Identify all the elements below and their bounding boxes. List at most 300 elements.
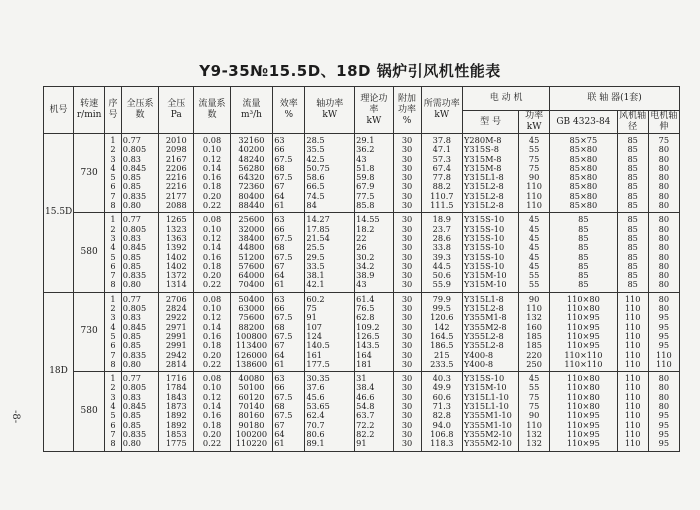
cell-value: 14.27 — [306, 215, 330, 225]
cell-value: 85 — [627, 201, 638, 211]
cell-value: 110 — [624, 420, 641, 430]
cell-value: 64 — [274, 191, 285, 201]
cell-value: 80160 — [238, 411, 265, 421]
cell-value: 85 — [578, 215, 589, 225]
cell-value: 62.8 — [356, 313, 375, 323]
cell-value: 95 — [658, 411, 670, 421]
theoretical-power-cell — [355, 372, 393, 451]
cell-value: 30 — [401, 350, 413, 360]
cell-value: 2206 — [165, 163, 187, 173]
cell-value: 100800 — [235, 331, 268, 341]
cell-value: 0.77 — [122, 215, 142, 225]
flow-coef-cell — [194, 372, 230, 451]
cell-value: 110×80 — [566, 402, 600, 412]
cell-value: 110 — [624, 341, 641, 351]
cell-value: 61 — [274, 359, 285, 369]
cell-value: 2 — [110, 224, 116, 234]
cell-value: 5 — [110, 173, 116, 183]
cell-value: 95 — [658, 420, 670, 430]
cell-value: 49.9 — [432, 383, 451, 393]
cell-value: 38.4 — [356, 383, 375, 393]
cell-value: 110 — [624, 392, 641, 402]
cell-value: 113400 — [235, 341, 268, 351]
cell-value: 67.5 — [274, 233, 293, 243]
cell-value: 160 — [526, 322, 542, 332]
pressure-coef-cell — [121, 292, 158, 371]
cell-value: 30 — [401, 233, 413, 243]
cell-value: 56280 — [238, 163, 265, 173]
cell-value: 0.85 — [122, 182, 142, 192]
cell-value: 0.18 — [202, 261, 222, 271]
header-speed — [74, 87, 105, 134]
header-pressure-unit: Pa — [170, 110, 182, 120]
fan-shaft-cell — [617, 372, 648, 451]
cell-value: 30 — [401, 136, 413, 145]
cell-value: 30 — [401, 420, 413, 430]
header-flow — [230, 87, 273, 134]
cell-value: 4 — [110, 402, 116, 412]
cell-value: 42.5 — [306, 154, 325, 164]
cell-value: 0.80 — [122, 280, 142, 290]
cell-value: 21.54 — [306, 233, 330, 243]
cell-value: 0.85 — [122, 173, 142, 183]
theoretical-power-cell — [355, 213, 393, 292]
cell-value: 61 — [274, 439, 285, 449]
cell-value: 1892 — [165, 420, 187, 430]
cell-value: 0.08 — [202, 136, 222, 145]
cell-value: 40200 — [238, 145, 265, 155]
header-flow-unit: m³/h — [240, 110, 262, 120]
cell-value: 54.8 — [356, 402, 375, 412]
cell-value: 64320 — [238, 173, 265, 183]
cell-value: 63 — [274, 136, 285, 145]
cell-value: 30 — [401, 304, 413, 314]
cell-value: 72360 — [238, 182, 265, 192]
pressure-coef-cell — [121, 134, 158, 213]
cell-value: 23.7 — [432, 224, 451, 234]
cell-value: 45 — [528, 261, 540, 271]
cell-value: 0.85 — [122, 420, 142, 430]
cell-value: 0.10 — [202, 224, 222, 234]
cell-value: 80 — [658, 224, 670, 234]
cell-value: 107 — [306, 322, 323, 332]
motor-shaft-cell — [648, 213, 679, 292]
cell-value: Y315M-10 — [464, 280, 507, 290]
cell-value: 30 — [401, 271, 413, 281]
cell-value: 63 — [274, 374, 285, 384]
cell-value: 85 — [627, 182, 638, 192]
cell-value: 2167 — [165, 154, 187, 164]
cell-value: 57600 — [238, 261, 265, 271]
shaft-power-cell — [305, 372, 355, 451]
cell-value: 38400 — [238, 233, 265, 243]
cell-value: 138600 — [235, 359, 268, 369]
cell-value: 164.5 — [430, 331, 454, 341]
header-flow-label: 流量 — [242, 99, 261, 109]
cell-value: 45.6 — [306, 392, 325, 402]
cell-value: 75 — [658, 136, 670, 145]
cell-value: 85 — [627, 145, 638, 155]
cell-value: 64 — [274, 271, 285, 281]
cell-value: 250 — [526, 359, 542, 369]
cell-value: 68 — [274, 243, 285, 253]
cell-value: Y315L2-8 — [464, 201, 504, 211]
cell-value: 60120 — [238, 392, 265, 402]
cell-value: 1 — [110, 374, 116, 384]
cell-value: 43 — [356, 280, 367, 290]
cell-value: Y315S-10 — [464, 243, 505, 253]
table-row — [44, 213, 680, 292]
cell-value: Y315L1-8 — [464, 294, 504, 304]
cell-value: 67 — [274, 420, 285, 430]
cell-value: 30 — [401, 392, 413, 402]
cell-value: 45 — [528, 233, 540, 243]
cell-value: 50100 — [238, 383, 265, 393]
cell-value: 30 — [401, 341, 413, 351]
cell-value: 39.3 — [432, 252, 451, 262]
cell-value: 50400 — [238, 294, 265, 304]
cell-value: 110 — [624, 383, 641, 393]
cell-value: 0.08 — [202, 374, 222, 384]
cell-value: 120.6 — [430, 313, 454, 323]
cell-value: 90 — [528, 294, 540, 304]
cell-value: 0.805 — [122, 383, 147, 393]
cell-value: 85 — [627, 154, 638, 164]
motor-power-cell — [519, 372, 550, 451]
cell-value: 75 — [528, 392, 540, 402]
cell-value: 30 — [401, 252, 413, 262]
cell-value: 85 — [627, 243, 638, 253]
cell-value: 67.9 — [356, 182, 375, 192]
cell-value: Y315L2-8 — [464, 191, 504, 201]
cell-value: 75 — [528, 154, 540, 164]
cell-value: 0.83 — [122, 313, 142, 323]
cell-value: 67.5 — [274, 252, 293, 262]
cell-value: 63 — [274, 294, 285, 304]
header-extra-power — [393, 87, 421, 134]
cell-value: Y315S-10 — [464, 261, 505, 271]
cell-value: 110 — [526, 201, 542, 211]
cell-value: 61 — [274, 201, 285, 211]
cell-value: 51200 — [238, 252, 265, 262]
cell-value: 53.65 — [306, 402, 330, 412]
cell-value: 1892 — [165, 411, 187, 421]
cell-value: 91 — [356, 439, 367, 449]
cell-value: 0.77 — [122, 374, 142, 384]
cell-value: 1873 — [165, 402, 187, 412]
cell-value: 8 — [110, 439, 116, 449]
theoretical-power-cell — [355, 134, 393, 213]
performance-table — [43, 86, 680, 452]
cell-value: 80 — [658, 145, 670, 155]
speed-cell: 580 — [74, 213, 105, 292]
cell-value: 186.5 — [430, 341, 454, 351]
cell-value: 0.22 — [202, 201, 222, 211]
cell-value: 110 — [624, 313, 641, 323]
cell-value: 18.2 — [356, 224, 375, 234]
cell-value: 90 — [528, 173, 540, 183]
cell-value: 110 — [526, 191, 542, 201]
cell-value: 4 — [110, 322, 116, 332]
cell-value: 70140 — [238, 402, 265, 412]
cell-value: 80 — [658, 294, 670, 304]
cell-value: 30 — [401, 261, 413, 271]
header-motor-shaft: 电机轴伸 — [648, 111, 679, 134]
cell-value: 4 — [110, 163, 116, 173]
motor-power-cell — [519, 213, 550, 292]
header-pressure-label: 全压 — [167, 99, 186, 109]
header-required-power-unit: kW — [434, 110, 450, 120]
cell-value: 0.08 — [202, 294, 222, 304]
cell-value: Y315L1-10 — [464, 392, 509, 402]
cell-value: 85×80 — [569, 145, 598, 155]
cell-value: Y280M-8 — [464, 136, 502, 145]
cell-value: 110.7 — [430, 191, 454, 201]
cell-value: 66 — [274, 304, 285, 314]
cell-value: 30 — [401, 294, 413, 304]
flow-coef-cell — [194, 213, 230, 292]
cell-value: Y315L2-8 — [464, 182, 504, 192]
cell-value: 45 — [528, 252, 540, 262]
motor-model-cell — [463, 134, 519, 213]
cell-value: 164 — [356, 350, 372, 360]
cell-value: 2216 — [165, 173, 187, 183]
cell-value: 30 — [401, 439, 413, 449]
cell-value: 95 — [658, 341, 670, 351]
cell-value: 2010 — [165, 136, 187, 145]
cell-value: 51.8 — [356, 163, 375, 173]
header-shaft-power — [305, 87, 355, 134]
cell-value: 38.9 — [356, 271, 375, 281]
cell-value: 106.8 — [430, 429, 454, 439]
motor-shaft-cell — [648, 292, 679, 371]
cell-value: 82.2 — [356, 429, 375, 439]
cell-value: 110×95 — [566, 313, 600, 323]
header-required-power-label: 所需功率 — [423, 99, 460, 109]
cell-value: 30 — [401, 243, 413, 253]
cell-value: 30 — [401, 322, 413, 332]
cell-value: 2991 — [165, 331, 187, 341]
cell-value: 45 — [528, 224, 540, 234]
cell-value: 32000 — [238, 224, 265, 234]
cell-value: 0.77 — [122, 294, 142, 304]
cell-value: 30 — [401, 182, 413, 192]
cell-value: 85×80 — [569, 201, 598, 211]
cell-value: 80 — [658, 383, 670, 393]
cell-value: Y315S-10 — [464, 224, 505, 234]
cell-value: 0.12 — [202, 392, 222, 402]
cell-value: 18.9 — [432, 215, 451, 225]
cell-value: 63000 — [238, 304, 265, 314]
cell-value: 0.12 — [202, 233, 222, 243]
cell-value: 68 — [274, 402, 285, 412]
cell-value: 6 — [110, 341, 116, 351]
cell-value: 80 — [658, 154, 670, 164]
cell-value: 50.6 — [432, 271, 451, 281]
speed-cell: 730 — [74, 134, 105, 213]
cell-value: 6 — [110, 420, 116, 430]
cell-value: 110×80 — [566, 294, 600, 304]
cell-value: 2088 — [165, 201, 187, 211]
cell-value: 29.5 — [306, 252, 325, 262]
flow-cell — [230, 134, 273, 213]
cell-value: 3 — [110, 233, 116, 243]
cell-value: 0.18 — [202, 341, 222, 351]
cell-value: 0.805 — [122, 145, 147, 155]
cell-value: 1 — [110, 215, 116, 225]
cell-value: 2814 — [165, 359, 187, 369]
cell-value: 17.85 — [306, 224, 330, 234]
required-power-cell — [421, 134, 462, 213]
cell-value: 1853 — [165, 429, 187, 439]
cell-value: 0.20 — [202, 429, 222, 439]
cell-value: 28.6 — [432, 233, 451, 243]
cell-value: 67.5 — [274, 173, 293, 183]
cell-value: 110 — [656, 359, 672, 369]
cell-value: 28.5 — [306, 136, 325, 145]
cell-value: 80 — [658, 243, 670, 253]
cell-value: 85×80 — [569, 191, 598, 201]
cell-value: 68 — [274, 163, 285, 173]
cell-value: 0.83 — [122, 392, 142, 402]
cell-value: 118.3 — [430, 439, 454, 449]
cell-value: 85×80 — [569, 173, 598, 183]
seq-cell — [105, 372, 122, 451]
cell-value: 25600 — [238, 215, 265, 225]
cell-value: 85×80 — [569, 163, 598, 173]
cell-value: 95 — [658, 313, 670, 323]
cell-value: 110×95 — [566, 420, 600, 430]
cell-value: 110×110 — [564, 350, 603, 360]
cell-value: Y315L1-8 — [464, 173, 504, 183]
cell-value: 1843 — [165, 392, 187, 402]
cell-value: 67 — [274, 341, 285, 351]
cell-value: 85 — [578, 252, 589, 262]
cell-value: 0.16 — [202, 411, 222, 421]
cell-value: 177.5 — [306, 359, 330, 369]
cell-value: 67.5 — [274, 313, 293, 323]
cell-value: 68 — [274, 322, 285, 332]
header-pressure — [159, 87, 194, 134]
cell-value: 80 — [658, 261, 670, 271]
cell-value: 0.16 — [202, 252, 222, 262]
cell-value: 91 — [306, 313, 317, 323]
cell-value: Y315L2-8 — [464, 304, 504, 314]
cell-value: 143.5 — [356, 341, 380, 351]
cell-value: 110×80 — [566, 304, 600, 314]
header-motor-model: 型 号 — [463, 111, 519, 134]
header-motor-power — [519, 111, 550, 134]
cell-value: 30 — [401, 154, 413, 164]
seq-cell — [105, 213, 122, 292]
cell-value: 215 — [433, 350, 450, 360]
cell-value: 0.845 — [122, 402, 147, 412]
cell-value: 8 — [110, 359, 116, 369]
cell-value: 2991 — [165, 341, 187, 351]
cell-value: 45 — [528, 136, 540, 145]
cell-value: 66 — [274, 145, 285, 155]
shaft-power-cell — [305, 134, 355, 213]
cell-value: 88440 — [238, 201, 265, 211]
cell-value: 110 — [624, 350, 641, 360]
cell-value: 80 — [658, 182, 670, 192]
cell-value: 110×95 — [566, 429, 600, 439]
cell-value: Y315M-8 — [464, 163, 502, 173]
motor-power-cell — [519, 134, 550, 213]
cell-value: 85 — [627, 280, 638, 290]
cell-value: Y315S-8 — [464, 145, 499, 155]
cell-value: Y315S-10 — [464, 252, 505, 262]
cell-value: 0.18 — [202, 420, 222, 430]
cell-value: 63 — [274, 215, 285, 225]
cell-value: 14.55 — [356, 215, 380, 225]
table-row — [44, 292, 680, 371]
cell-value: 45 — [528, 374, 540, 384]
cell-value: 90180 — [238, 420, 265, 430]
cell-value: 60.6 — [432, 392, 451, 402]
cell-value: Y315S-10 — [464, 233, 505, 243]
cell-value: 44.5 — [432, 261, 451, 271]
flow-coef-cell — [194, 134, 230, 213]
cell-value: 80.6 — [306, 429, 325, 439]
cell-value: 0.22 — [202, 359, 222, 369]
cell-value: Y315M-10 — [464, 271, 507, 281]
cell-value: 111.5 — [430, 201, 454, 211]
cell-value: 63.7 — [356, 411, 375, 421]
machine-no-cell: 15.5D — [44, 134, 74, 293]
cell-value: 7 — [110, 271, 116, 281]
cell-value: 8 — [110, 280, 116, 290]
cell-value: 70.7 — [306, 420, 325, 430]
cell-value: 0.12 — [202, 313, 222, 323]
cell-value: 88.2 — [432, 182, 451, 192]
cell-value: 2824 — [165, 304, 187, 314]
cell-value: 64 — [274, 429, 285, 439]
cell-value: 0.80 — [122, 359, 142, 369]
cell-value: 37.8 — [432, 136, 451, 145]
cell-value: 80400 — [238, 191, 265, 201]
cell-value: 85 — [627, 271, 638, 281]
cell-value: 66.5 — [306, 182, 325, 192]
cell-value: 7 — [110, 191, 116, 201]
cell-value: 110×110 — [564, 359, 603, 369]
fan-shaft-cell — [617, 213, 648, 292]
cell-value: 2706 — [165, 294, 187, 304]
cell-value: 22 — [356, 233, 367, 243]
cell-value: 0.12 — [202, 154, 222, 164]
cell-value: 0.20 — [202, 350, 222, 360]
cell-value: 74.5 — [306, 191, 325, 201]
cell-value: 0.80 — [122, 201, 142, 211]
cell-value: 30 — [401, 359, 413, 369]
header-motor: 电 动 机 — [463, 87, 550, 111]
cell-value: 0.16 — [202, 173, 222, 183]
cell-value: 70400 — [238, 280, 265, 290]
cell-value: 30 — [401, 383, 413, 393]
cell-value: 110×80 — [566, 383, 600, 393]
cell-value: 140.5 — [306, 341, 330, 351]
cell-value: 94.0 — [432, 420, 451, 430]
cell-value: 85 — [578, 280, 589, 290]
table-body — [44, 134, 680, 452]
cell-value: 0.14 — [202, 322, 222, 332]
motor-shaft-cell — [648, 134, 679, 213]
cell-value: 0.85 — [122, 261, 142, 271]
cell-value: 80 — [658, 271, 670, 281]
cell-value: 1775 — [165, 439, 187, 449]
cell-value: 85 — [627, 136, 638, 145]
cell-value: 3 — [110, 313, 116, 323]
